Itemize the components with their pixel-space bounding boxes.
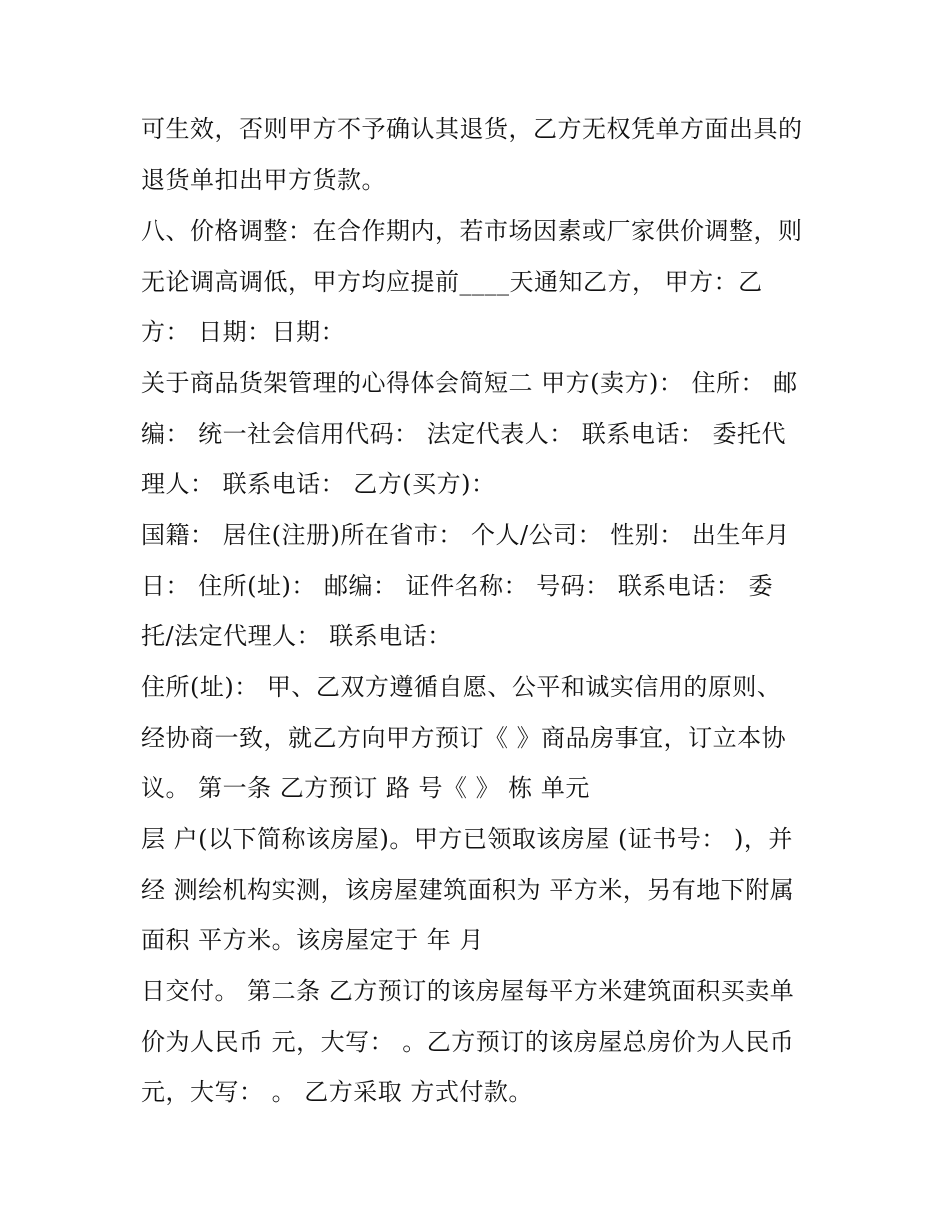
text-line-4: 无论调高调低，甲方均应提前____天通知乙方， 甲方：乙	[141, 268, 763, 296]
text-line-13: 经协商一致，就乙方向甲方预订《 》商品房事宜，订立本协	[141, 724, 787, 752]
text-line-9: 国籍： 居住(注册)所在省市： 个人/公司： 性别： 出生年月	[141, 521, 790, 549]
text-line-15: 层 户(以下简称该房屋)。甲方已领取该房屋 (证书号： )，并	[141, 825, 793, 853]
text-line-12: 住所(址)： 甲、乙双方遵循自愿、公平和诚实信用的原则、	[141, 673, 782, 701]
text-line-2: 退货单扣出甲方货款。	[141, 166, 386, 194]
text-line-6: 关于商品货架管理的心得体会简短二 甲方(卖方)： 住所： 邮	[141, 369, 798, 397]
text-line-11: 托/法定代理人： 联系电话：	[141, 622, 452, 650]
text-line-10: 日： 住所(址)： 邮编： 证件名称： 号码： 联系电话： 委	[141, 572, 773, 600]
text-line-8: 理人： 联系电话： 乙方(买方)：	[141, 470, 496, 498]
text-line-19: 价为人民币 元，大写： 。乙方预订的该房屋总房价为人民币	[141, 1028, 795, 1056]
text-line-7: 编： 统一社会信用代码： 法定代表人： 联系电话： 委托代	[141, 420, 787, 448]
text-line-5: 方： 日期：日期：	[141, 318, 346, 346]
text-line-1: 可生效，否则甲方不予确认其退货，乙方无权凭单方面出具的	[141, 115, 803, 143]
text-line-3: 八、价格调整：在合作期内，若市场因素或厂家供价调整，则	[141, 217, 803, 245]
text-line-18: 日交付。 第二条 乙方预订的该房屋每平方米建筑面积买卖单	[141, 977, 795, 1005]
text-line-16: 经 测绘机构实测，该房屋建筑面积为 平方米，另有地下附属	[141, 876, 795, 904]
text-line-17: 面积 平方米。该房屋定于 年 月	[141, 926, 484, 954]
text-line-14: 议。 第一条 乙方预订 路 号《 》 栋 单元	[141, 774, 590, 802]
text-line-20: 元，大写： 。 乙方采取 方式付款。	[141, 1078, 533, 1106]
